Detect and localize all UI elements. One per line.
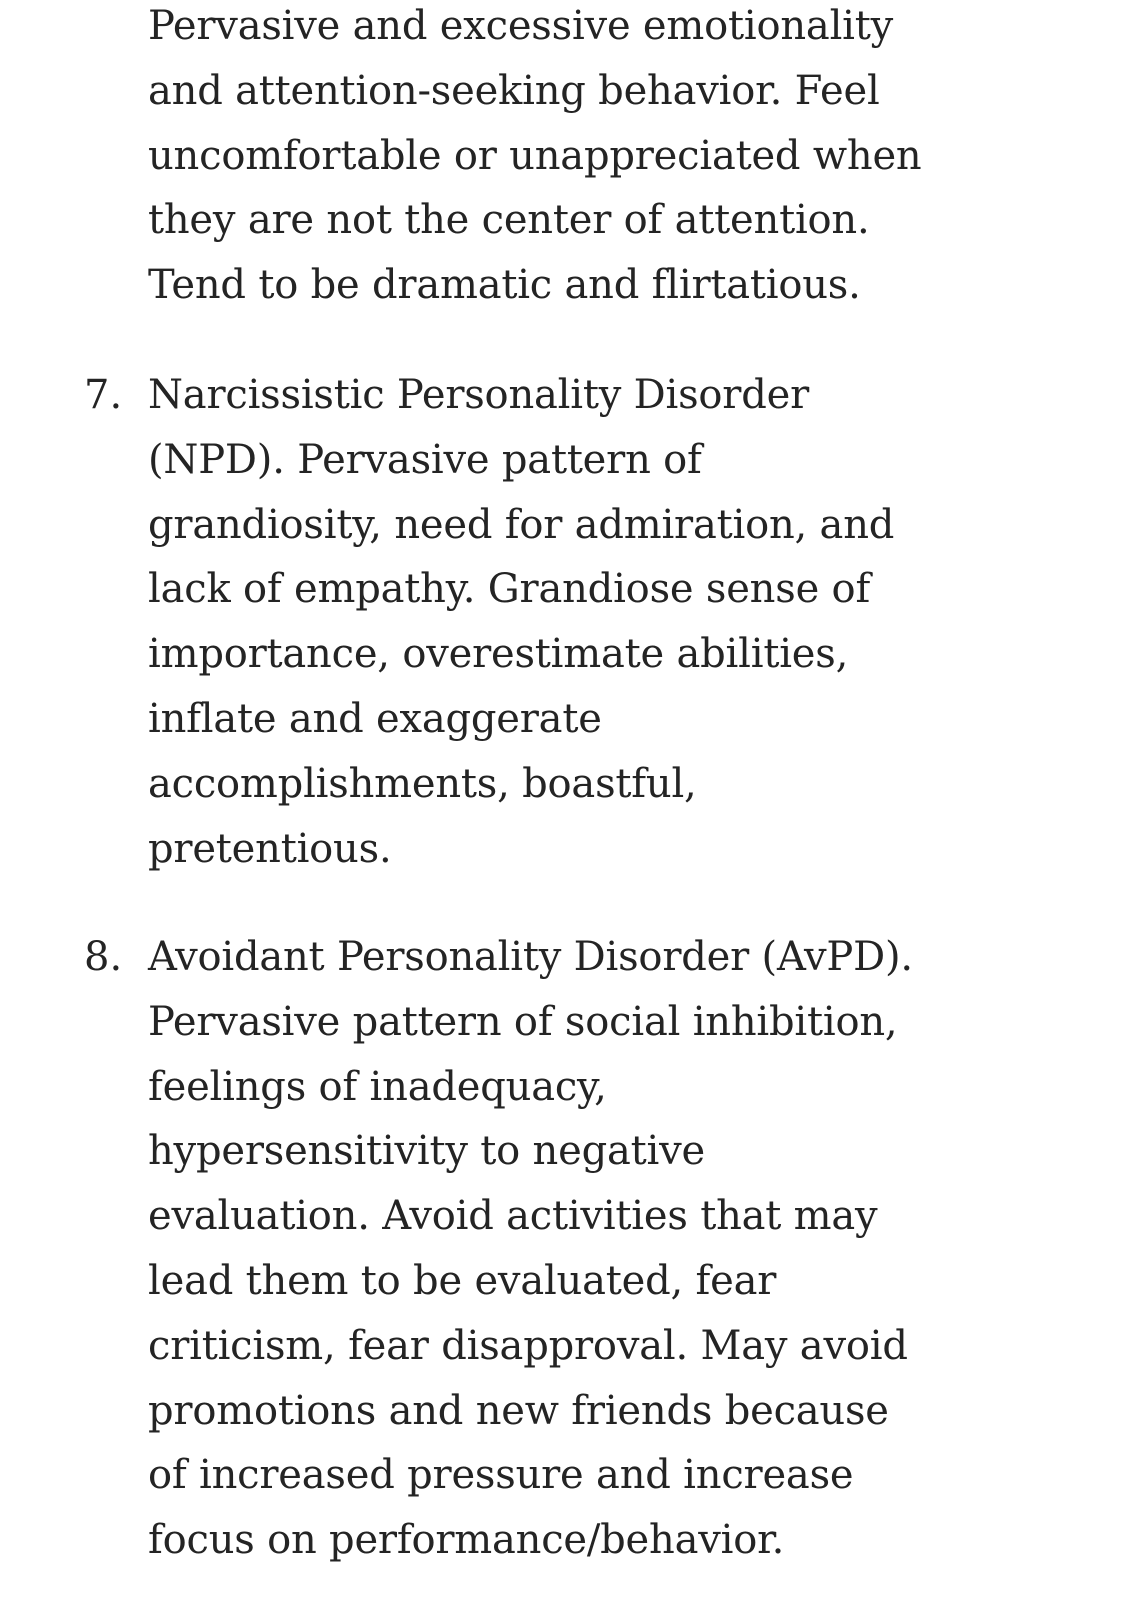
text-line: lead them to be evaluated, fear: [148, 1257, 777, 1304]
text-line: feelings of inadequacy,: [148, 1063, 607, 1110]
text-line: and attention-seeking behavior. Feel: [148, 67, 880, 114]
text-line: Pervasive pattern of social inhibition,: [148, 998, 898, 1045]
text-line: inflate and exaggerate: [148, 695, 602, 742]
text-line: lack of empathy. Grandiose sense of: [148, 566, 871, 613]
text-line: they are not the center of attention.: [148, 197, 870, 244]
text-line: of increased pressure and increase: [148, 1452, 854, 1499]
list-item-text: [148, 925, 1048, 1573]
text-line: pretentious.: [148, 825, 392, 872]
text-line: accomplishments, boastful,: [148, 760, 697, 807]
text-line: importance, overestimate abilities,: [148, 631, 849, 678]
text-line: (NPD). Pervasive pattern of: [148, 436, 702, 483]
text-line: grandiosity, need for admiration, and: [148, 501, 895, 548]
list-item-number: 8.: [84, 934, 123, 980]
text-line: criticism, fear disapproval. May avoid: [148, 1322, 908, 1369]
list-item-number: 7.: [84, 372, 123, 418]
text-line: hypersensitivity to negative: [148, 1128, 705, 1175]
list-item-text: [148, 363, 1048, 881]
text-line: promotions and new friends because: [148, 1387, 889, 1434]
text-line: uncomfortable or unappreciated when: [148, 132, 922, 179]
text-line: Narcissistic Personality Disorder: [148, 372, 810, 418]
text-line: evaluation. Avoid activities that may: [148, 1193, 878, 1240]
list-item-text: [148, 0, 1048, 318]
text-line: Avoidant Personality Disorder (AvPD).: [148, 934, 913, 980]
text-line: focus on performance/behavior.: [148, 1517, 785, 1564]
text-line: Tend to be dramatic and flirtatious.: [148, 262, 861, 309]
text-line: Pervasive and excessive emotionality: [148, 3, 894, 49]
